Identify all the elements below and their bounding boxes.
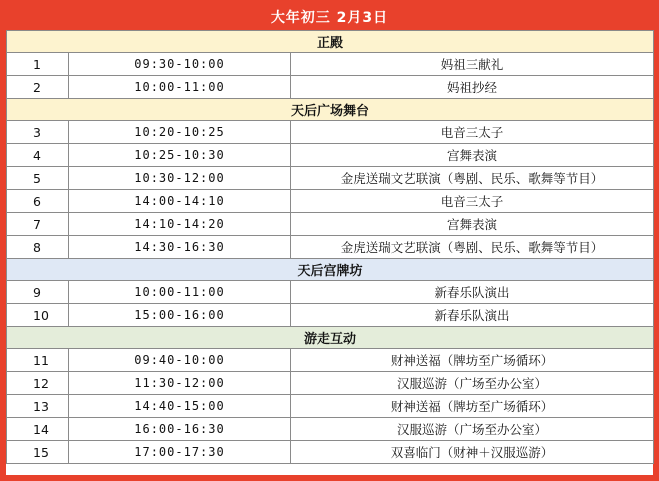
section-title: 正殿 [7,31,654,53]
row-time: 15:00-16:00 [69,304,291,327]
table-row [7,372,654,395]
row-number: 7 [7,213,69,236]
table-row [7,441,654,464]
row-time: 10:30-12:00 [69,167,291,190]
row-event: 电音三太子 [291,190,654,213]
row-time: 14:10-14:20 [69,213,291,236]
schedule-title: 大年初三 2月3日 [6,6,653,30]
row-number: 11 [7,349,69,372]
section-title: 游走互动 [7,327,654,349]
section-header-archway [7,259,654,281]
row-event: 汉服巡游（广场至办公室） [291,372,654,395]
table-row [7,167,654,190]
table-row [7,213,654,236]
row-event: 宫舞表演 [291,213,654,236]
table-row [7,190,654,213]
row-number: 13 [7,395,69,418]
table-row [7,418,654,441]
section-title: 天后广场舞台 [7,99,654,121]
row-event: 财神送福（牌坊至广场循环） [291,349,654,372]
row-number: 14 [7,418,69,441]
table-row [7,395,654,418]
section-title: 天后宫牌坊 [7,259,654,281]
row-time: 16:00-16:30 [69,418,291,441]
row-number: 2 [7,76,69,99]
row-event: 财神送福（牌坊至广场循环） [291,395,654,418]
table-row [7,121,654,144]
row-number: 9 [7,281,69,304]
row-event: 妈祖三献礼 [291,53,654,76]
row-time: 09:40-10:00 [69,349,291,372]
row-time: 17:00-17:30 [69,441,291,464]
row-time: 14:00-14:10 [69,190,291,213]
row-number: 1 [7,53,69,76]
schedule-table [6,30,654,464]
row-event: 新春乐队演出 [291,281,654,304]
section-header-plaza-stage [7,99,654,121]
table-row [7,349,654,372]
row-event: 电音三太子 [291,121,654,144]
table-row [7,236,654,259]
row-number: 6 [7,190,69,213]
row-number: 10 [7,304,69,327]
row-event: 新春乐队演出 [291,304,654,327]
row-number: 15 [7,441,69,464]
row-event: 汉服巡游（广场至办公室） [291,418,654,441]
row-event: 双喜临门（财神＋汉服巡游） [291,441,654,464]
table-row [7,304,654,327]
row-number: 12 [7,372,69,395]
row-time: 10:20-10:25 [69,121,291,144]
section-header-roaming [7,327,654,349]
table-row [7,53,654,76]
row-time: 10:25-10:30 [69,144,291,167]
row-number: 8 [7,236,69,259]
table-row [7,76,654,99]
row-time: 10:00-11:00 [69,76,291,99]
row-event: 金虎送瑞文艺联演（粤剧、民乐、歌舞等节目） [291,167,654,190]
row-time: 10:00-11:00 [69,281,291,304]
row-number: 5 [7,167,69,190]
section-header-main-hall [7,31,654,53]
row-event: 宫舞表演 [291,144,654,167]
row-time: 14:30-16:30 [69,236,291,259]
row-time: 09:30-10:00 [69,53,291,76]
row-number: 3 [7,121,69,144]
table-row [7,281,654,304]
row-number: 4 [7,144,69,167]
row-event: 金虎送瑞文艺联演（粤剧、民乐、歌舞等节目） [291,236,654,259]
row-event: 妈祖抄经 [291,76,654,99]
table-row [7,144,654,167]
row-time: 14:40-15:00 [69,395,291,418]
schedule-frame [6,6,653,475]
row-time: 11:30-12:00 [69,372,291,395]
